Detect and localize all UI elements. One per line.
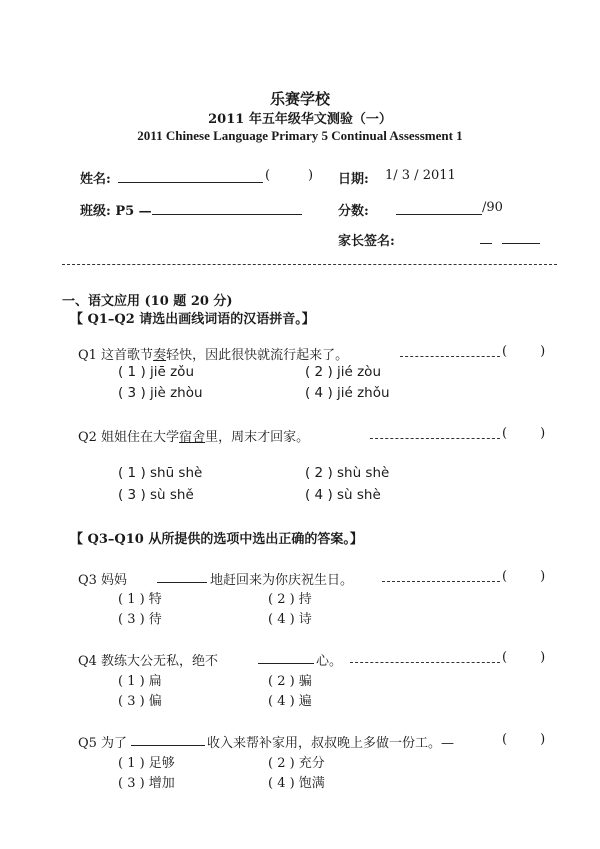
q1-underlined-word: 奏 (153, 348, 167, 363)
q4-answer-paren[interactable]: ( ) (502, 650, 546, 665)
name-field[interactable] (118, 182, 263, 183)
q1-text-pre: Q1 这首歌节 (78, 348, 154, 363)
question-q2 (78, 426, 309, 445)
question-q1 (78, 344, 348, 363)
q2-option-2[interactable]: ( 2 ) shù shè (305, 465, 390, 481)
q3-answer-paren[interactable]: ( ) (502, 569, 546, 584)
score-field[interactable] (396, 214, 482, 215)
q2-option-4[interactable]: ( 4 ) sù shè (305, 487, 381, 503)
q2-answer-paren[interactable]: ( ) (502, 426, 546, 441)
q1-option-4[interactable]: ( 4 ) jié zhǒu (305, 385, 390, 401)
name-label: 姓名: (80, 172, 111, 187)
q2-leader (370, 438, 500, 439)
date-value: 1/ 3 / 2011 (385, 168, 456, 183)
section-divider (62, 264, 557, 265)
q2-text-pre: Q2 姐姐住在大学 (78, 430, 180, 445)
parent-signature-label: 家长签名: (338, 234, 395, 249)
q2-underlined-word: 宿舍 (179, 430, 206, 445)
name-paren-close: ) (308, 168, 314, 183)
q4-text-pre: Q4 教练大公无私，绝不 (78, 654, 219, 669)
q1-option-2[interactable]: ( 2 ) jié zòu (305, 364, 381, 380)
q4-option-3[interactable]: ( 3 ) 偏 (118, 694, 162, 709)
parent-signature-field[interactable] (502, 243, 540, 244)
q3-option-4[interactable]: ( 4 ) 诗 (268, 612, 312, 627)
instruction-q1-q2: 【 Q1–Q2 请选出画线词语的汉语拼音。】 (70, 312, 315, 327)
q1-answer-paren[interactable]: ( ) (502, 344, 546, 359)
q1-option-1[interactable]: ( 1 ) jiē zǒu (118, 364, 194, 380)
section-title: 一、语文应用 (10 题 20 分) (62, 294, 233, 309)
q4-option-1[interactable]: ( 1 ) 扁 (118, 674, 162, 689)
q3-text-post: 地赶回来为你庆祝生日。 (210, 573, 354, 588)
q5-option-4[interactable]: ( 4 ) 饱满 (268, 776, 325, 791)
q5-option-1[interactable]: ( 1 ) 足够 (118, 756, 175, 771)
score-total: /90 (482, 200, 503, 215)
q5-text-pre: Q5 为了 (78, 736, 128, 751)
q1-option-3[interactable]: ( 3 ) jiè zhòu (118, 385, 203, 401)
exam-title-cn: 2011 年五年级华文测验（一） (208, 112, 392, 127)
q5-answer-paren[interactable]: ( ) (502, 732, 546, 747)
q5-option-3[interactable]: ( 3 ) 增加 (118, 776, 175, 791)
q3-option-3[interactable]: ( 3 ) 待 (118, 612, 162, 627)
q3-option-2[interactable]: ( 2 ) 持 (268, 592, 312, 607)
q5-text-post: 收入来帮补家用，叔叔晚上多做一份工。— (207, 736, 455, 751)
q4-option-4[interactable]: ( 4 ) 遍 (268, 694, 312, 709)
q3-blank[interactable] (157, 582, 207, 583)
q1-text-post: 轻快，因此很快就流行起来了。 (166, 348, 349, 363)
q4-text-post: 心。 (316, 654, 343, 669)
q5-option-2[interactable]: ( 2 ) 充分 (268, 756, 325, 771)
q3-leader (382, 581, 500, 582)
class-field[interactable] (152, 214, 302, 215)
q4-blank[interactable] (258, 663, 314, 664)
score-label: 分数: (338, 204, 369, 219)
instruction-q3-q10: 【 Q3–Q10 从所提供的选项中选出正确的答案。】 (70, 532, 363, 547)
q5-blank[interactable] (131, 745, 205, 746)
class-label: 班级: P5 — (80, 204, 152, 219)
date-label: 日期: (338, 172, 369, 187)
q2-text-post: 里，周末才回家。 (205, 430, 310, 445)
q4-leader (350, 662, 500, 663)
q1-leader (400, 356, 500, 357)
signature-mark (480, 243, 492, 244)
q2-option-1[interactable]: ( 1 ) shū shè (118, 465, 203, 481)
exam-title-en: 2011 Chinese Language Primary 5 Continual Assessment 1 (137, 128, 463, 143)
q3-text-pre: Q3 妈妈 (78, 573, 128, 588)
q4-option-2[interactable]: ( 2 ) 骗 (268, 674, 312, 689)
name-paren-open: ( (265, 168, 271, 183)
school-name: 乐赛学校 (269, 90, 330, 108)
q2-option-3[interactable]: ( 3 ) sù shě (118, 487, 194, 503)
q3-option-1[interactable]: ( 1 ) 特 (118, 592, 162, 607)
